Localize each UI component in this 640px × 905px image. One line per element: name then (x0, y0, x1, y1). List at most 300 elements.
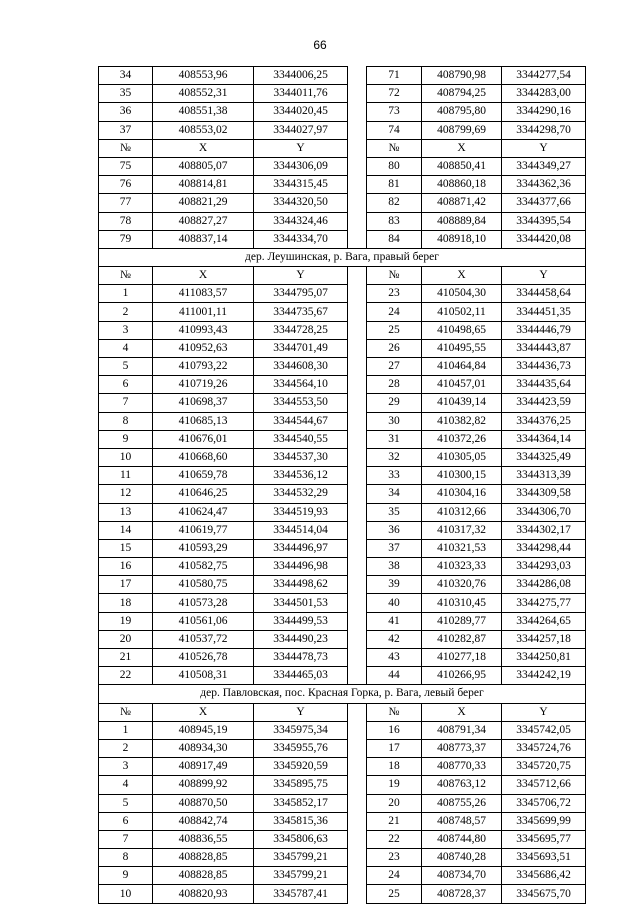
point-number: 75 (99, 157, 153, 175)
y-coordinate: 3345955,76 (254, 739, 348, 757)
table-row (99, 721, 586, 739)
y-coordinate: 3344423,59 (502, 394, 586, 412)
column-gap (348, 867, 367, 885)
column-header-y: Y (502, 267, 586, 285)
point-number: 4 (99, 776, 153, 794)
table-row (99, 558, 586, 576)
column-gap (348, 339, 367, 357)
x-coordinate: 410439,14 (422, 394, 502, 412)
point-number: 21 (99, 649, 153, 667)
y-coordinate: 3344544,67 (254, 412, 348, 430)
y-coordinate: 3345742,05 (502, 721, 586, 739)
column-header-num: № (99, 139, 153, 157)
column-header-x: X (153, 703, 254, 721)
point-number: 16 (99, 558, 153, 576)
y-coordinate: 3344315,45 (254, 176, 348, 194)
point-number: 11 (99, 467, 153, 485)
x-coordinate: 408728,37 (422, 885, 502, 903)
table-row (99, 176, 586, 194)
y-coordinate: 3344540,55 (254, 430, 348, 448)
y-coordinate: 3344451,35 (502, 303, 586, 321)
column-header-num: № (367, 139, 422, 157)
x-coordinate: 408795,80 (422, 103, 502, 121)
y-coordinate: 3344324,46 (254, 212, 348, 230)
x-coordinate: 410668,60 (153, 448, 254, 466)
table-row (99, 776, 586, 794)
point-number: 72 (367, 85, 422, 103)
x-coordinate: 410321,53 (422, 539, 502, 557)
point-number: 37 (99, 121, 153, 139)
y-coordinate: 3345787,41 (254, 885, 348, 903)
x-coordinate: 410993,43 (153, 321, 254, 339)
x-coordinate: 408889,84 (422, 212, 502, 230)
x-coordinate: 408773,37 (422, 739, 502, 757)
y-coordinate: 3344498,62 (254, 576, 348, 594)
y-coordinate: 3344011,76 (254, 85, 348, 103)
table-row (99, 539, 586, 557)
column-gap (348, 121, 367, 139)
x-coordinate: 410573,28 (153, 594, 254, 612)
table-row (99, 376, 586, 394)
point-number: 26 (367, 339, 422, 357)
table-row (99, 412, 586, 430)
y-coordinate: 3345724,76 (502, 739, 586, 757)
y-coordinate: 3344465,03 (254, 667, 348, 685)
column-header-y: Y (502, 703, 586, 721)
x-coordinate: 410685,13 (153, 412, 254, 430)
y-coordinate: 3344536,12 (254, 467, 348, 485)
column-header-num: № (99, 703, 153, 721)
y-coordinate: 3344728,25 (254, 321, 348, 339)
x-coordinate: 410676,01 (153, 430, 254, 448)
column-gap (348, 776, 367, 794)
point-number: 84 (367, 230, 422, 248)
x-coordinate: 410537,72 (153, 630, 254, 648)
point-number: 27 (367, 358, 422, 376)
table-row (99, 485, 586, 503)
point-number: 13 (99, 503, 153, 521)
column-header-row (99, 267, 586, 285)
x-coordinate: 408790,98 (422, 67, 502, 85)
y-coordinate: 3345693,51 (502, 849, 586, 867)
point-number: 43 (367, 649, 422, 667)
table-row (99, 103, 586, 121)
column-gap (348, 267, 367, 285)
y-coordinate: 3344320,50 (254, 194, 348, 212)
column-gap (348, 230, 367, 248)
table-row (99, 576, 586, 594)
y-coordinate: 3344349,27 (502, 157, 586, 175)
x-coordinate: 408553,02 (153, 121, 254, 139)
point-number: 29 (367, 394, 422, 412)
x-coordinate: 410304,16 (422, 485, 502, 503)
point-number: 22 (99, 667, 153, 685)
point-number: 34 (99, 67, 153, 85)
column-header-num: № (367, 703, 422, 721)
y-coordinate: 3345675,70 (502, 885, 586, 903)
y-coordinate: 3344532,29 (254, 485, 348, 503)
column-gap (348, 394, 367, 412)
coordinates-table (98, 66, 586, 904)
point-number: 79 (99, 230, 153, 248)
x-coordinate: 408820,93 (153, 885, 254, 903)
table-row (99, 849, 586, 867)
x-coordinate: 410952,63 (153, 339, 254, 357)
x-coordinate: 408794,25 (422, 85, 502, 103)
x-coordinate: 408827,27 (153, 212, 254, 230)
x-coordinate: 410300,15 (422, 467, 502, 485)
y-coordinate: 3344608,30 (254, 358, 348, 376)
point-number: 34 (367, 485, 422, 503)
table-row (99, 667, 586, 685)
point-number: 24 (367, 867, 422, 885)
y-coordinate: 3344027,97 (254, 121, 348, 139)
x-coordinate: 408836,55 (153, 830, 254, 848)
point-number: 14 (99, 521, 153, 539)
table-row (99, 521, 586, 539)
y-coordinate: 3344277,54 (502, 67, 586, 85)
point-number: 20 (99, 630, 153, 648)
y-coordinate: 3344376,25 (502, 412, 586, 430)
point-number: 17 (367, 739, 422, 757)
x-coordinate: 408755,26 (422, 794, 502, 812)
point-number: 37 (367, 539, 422, 557)
y-coordinate: 3344435,64 (502, 376, 586, 394)
point-number: 35 (99, 85, 153, 103)
x-coordinate: 410320,76 (422, 576, 502, 594)
y-coordinate: 3344436,73 (502, 358, 586, 376)
point-number: 36 (99, 103, 153, 121)
y-coordinate: 3344377,66 (502, 194, 586, 212)
point-number: 74 (367, 121, 422, 139)
x-coordinate: 410277,18 (422, 649, 502, 667)
column-header-x: X (422, 139, 502, 157)
x-coordinate: 408934,30 (153, 739, 254, 757)
x-coordinate: 410624,47 (153, 503, 254, 521)
x-coordinate: 411083,57 (153, 285, 254, 303)
column-gap (348, 157, 367, 175)
column-header-y: Y (254, 139, 348, 157)
point-number: 16 (367, 721, 422, 739)
x-coordinate: 408899,92 (153, 776, 254, 794)
table-row (99, 303, 586, 321)
point-number: 8 (99, 412, 153, 430)
column-gap (348, 594, 367, 612)
y-coordinate: 3344490,23 (254, 630, 348, 648)
column-gap (348, 176, 367, 194)
column-header-num: № (99, 267, 153, 285)
column-header-x: X (153, 139, 254, 157)
y-coordinate: 3345799,21 (254, 867, 348, 885)
y-coordinate: 3344334,70 (254, 230, 348, 248)
x-coordinate: 408791,34 (422, 721, 502, 739)
column-gap (348, 412, 367, 430)
y-coordinate: 3344325,49 (502, 448, 586, 466)
point-number: 4 (99, 339, 153, 357)
point-number: 38 (367, 558, 422, 576)
y-coordinate: 3344257,18 (502, 630, 586, 648)
x-coordinate: 408828,85 (153, 849, 254, 867)
y-coordinate: 3344242,19 (502, 667, 586, 685)
table-row (99, 612, 586, 630)
x-coordinate: 408917,49 (153, 758, 254, 776)
y-coordinate: 3344496,97 (254, 539, 348, 557)
y-coordinate: 3345799,21 (254, 849, 348, 867)
x-coordinate: 408734,70 (422, 867, 502, 885)
point-number: 10 (99, 448, 153, 466)
point-number: 83 (367, 212, 422, 230)
y-coordinate: 3345712,66 (502, 776, 586, 794)
x-coordinate: 411001,11 (153, 303, 254, 321)
column-gap (348, 794, 367, 812)
column-gap (348, 721, 367, 739)
column-gap (348, 67, 367, 85)
x-coordinate: 410526,78 (153, 649, 254, 667)
point-number: 77 (99, 194, 153, 212)
table-row (99, 339, 586, 357)
y-coordinate: 3344446,79 (502, 321, 586, 339)
column-gap (348, 830, 367, 848)
table-row (99, 594, 586, 612)
y-coordinate: 3345806,63 (254, 830, 348, 848)
column-gap (348, 885, 367, 903)
point-number: 12 (99, 485, 153, 503)
point-number: 18 (99, 594, 153, 612)
table-row (99, 649, 586, 667)
x-coordinate: 410457,01 (422, 376, 502, 394)
column-gap (348, 103, 367, 121)
x-coordinate: 410698,37 (153, 394, 254, 412)
x-coordinate: 408850,41 (422, 157, 502, 175)
point-number: 28 (367, 376, 422, 394)
y-coordinate: 3344478,73 (254, 649, 348, 667)
y-coordinate: 3344306,70 (502, 503, 586, 521)
section-title-row (99, 248, 586, 266)
point-number: 25 (367, 885, 422, 903)
y-coordinate: 3345686,42 (502, 867, 586, 885)
point-number: 35 (367, 503, 422, 521)
x-coordinate: 410382,82 (422, 412, 502, 430)
y-coordinate: 3344293,03 (502, 558, 586, 576)
x-coordinate: 408860,18 (422, 176, 502, 194)
column-gap (348, 303, 367, 321)
point-number: 71 (367, 67, 422, 85)
y-coordinate: 3345852,17 (254, 794, 348, 812)
point-number: 32 (367, 448, 422, 466)
column-gap (348, 358, 367, 376)
x-coordinate: 408763,12 (422, 776, 502, 794)
x-coordinate: 410289,77 (422, 612, 502, 630)
section-title-row (99, 685, 586, 703)
y-coordinate: 3344313,39 (502, 467, 586, 485)
y-coordinate: 3344458,64 (502, 285, 586, 303)
point-number: 39 (367, 576, 422, 594)
y-coordinate: 3344514,04 (254, 521, 348, 539)
point-number: 6 (99, 376, 153, 394)
x-coordinate: 408828,85 (153, 867, 254, 885)
x-coordinate: 410580,75 (153, 576, 254, 594)
x-coordinate: 410495,55 (422, 339, 502, 357)
point-number: 73 (367, 103, 422, 121)
table-row (99, 448, 586, 466)
point-number: 2 (99, 739, 153, 757)
x-coordinate: 410305,05 (422, 448, 502, 466)
x-coordinate: 410646,25 (153, 485, 254, 503)
column-gap (348, 576, 367, 594)
y-coordinate: 3344302,17 (502, 521, 586, 539)
coordinates-table-body (99, 67, 586, 904)
y-coordinate: 3344443,87 (502, 339, 586, 357)
x-coordinate: 410310,45 (422, 594, 502, 612)
page-number: 66 (313, 38, 327, 52)
point-number: 81 (367, 176, 422, 194)
column-gap (348, 503, 367, 521)
column-gap (348, 521, 367, 539)
x-coordinate: 408918,10 (422, 230, 502, 248)
x-coordinate: 410561,06 (153, 612, 254, 630)
table-row (99, 121, 586, 139)
x-coordinate: 408805,07 (153, 157, 254, 175)
table-row (99, 321, 586, 339)
x-coordinate: 410508,31 (153, 667, 254, 685)
x-coordinate: 408842,74 (153, 812, 254, 830)
column-gap (348, 139, 367, 157)
x-coordinate: 408870,50 (153, 794, 254, 812)
column-header-y: Y (254, 267, 348, 285)
point-number: 42 (367, 630, 422, 648)
y-coordinate: 3345706,72 (502, 794, 586, 812)
x-coordinate: 410593,29 (153, 539, 254, 557)
point-number: 2 (99, 303, 153, 321)
column-gap (348, 758, 367, 776)
table-row (99, 394, 586, 412)
y-coordinate: 3345975,34 (254, 721, 348, 739)
table-row (99, 85, 586, 103)
table-row (99, 358, 586, 376)
point-number: 18 (367, 758, 422, 776)
point-number: 8 (99, 849, 153, 867)
x-coordinate: 408552,31 (153, 85, 254, 103)
y-coordinate: 3344298,44 (502, 539, 586, 557)
point-number: 19 (367, 776, 422, 794)
table-row (99, 830, 586, 848)
table-row (99, 467, 586, 485)
point-number: 23 (367, 849, 422, 867)
column-header-row (99, 703, 586, 721)
y-coordinate: 3344519,93 (254, 503, 348, 521)
table-row (99, 867, 586, 885)
table-row (99, 758, 586, 776)
table-row (99, 285, 586, 303)
point-number: 76 (99, 176, 153, 194)
y-coordinate: 3344795,07 (254, 285, 348, 303)
y-coordinate: 3345699,99 (502, 812, 586, 830)
y-coordinate: 3344501,53 (254, 594, 348, 612)
x-coordinate: 410498,65 (422, 321, 502, 339)
y-coordinate: 3344264,65 (502, 612, 586, 630)
point-number: 7 (99, 394, 153, 412)
x-coordinate: 410323,33 (422, 558, 502, 576)
y-coordinate: 3344020,45 (254, 103, 348, 121)
column-gap (348, 703, 367, 721)
column-gap (348, 430, 367, 448)
y-coordinate: 3344420,08 (502, 230, 586, 248)
x-coordinate: 410719,26 (153, 376, 254, 394)
column-header-x: X (422, 267, 502, 285)
point-number: 5 (99, 358, 153, 376)
y-coordinate: 3344499,53 (254, 612, 348, 630)
table-row (99, 430, 586, 448)
point-number: 30 (367, 412, 422, 430)
point-number: 82 (367, 194, 422, 212)
point-number: 36 (367, 521, 422, 539)
y-coordinate: 3344298,70 (502, 121, 586, 139)
x-coordinate: 410793,22 (153, 358, 254, 376)
point-number: 17 (99, 576, 153, 594)
column-header-x: X (153, 267, 254, 285)
x-coordinate: 408814,81 (153, 176, 254, 194)
x-coordinate: 410464,84 (422, 358, 502, 376)
y-coordinate: 3345695,77 (502, 830, 586, 848)
y-coordinate: 3345720,75 (502, 758, 586, 776)
column-gap (348, 376, 367, 394)
point-number: 19 (99, 612, 153, 630)
section-title: дер. Леушинская, р. Вага, правый берег (99, 248, 586, 266)
y-coordinate: 3344735,67 (254, 303, 348, 321)
column-gap (348, 539, 367, 557)
x-coordinate: 408821,29 (153, 194, 254, 212)
table-row (99, 885, 586, 903)
table-row (99, 212, 586, 230)
x-coordinate: 408744,80 (422, 830, 502, 848)
point-number: 1 (99, 721, 153, 739)
y-coordinate: 3344395,54 (502, 212, 586, 230)
table-row (99, 67, 586, 85)
point-number: 10 (99, 885, 153, 903)
y-coordinate: 3344496,98 (254, 558, 348, 576)
point-number: 22 (367, 830, 422, 848)
x-coordinate: 408553,96 (153, 67, 254, 85)
point-number: 31 (367, 430, 422, 448)
point-number: 44 (367, 667, 422, 685)
x-coordinate: 408770,33 (422, 758, 502, 776)
x-coordinate: 410312,66 (422, 503, 502, 521)
y-coordinate: 3344006,25 (254, 67, 348, 85)
column-gap (348, 321, 367, 339)
x-coordinate: 410582,75 (153, 558, 254, 576)
point-number: 78 (99, 212, 153, 230)
y-coordinate: 3344275,77 (502, 594, 586, 612)
y-coordinate: 3344309,58 (502, 485, 586, 503)
column-header-row (99, 139, 586, 157)
point-number: 80 (367, 157, 422, 175)
column-header-y: Y (502, 139, 586, 157)
point-number: 24 (367, 303, 422, 321)
x-coordinate: 410619,77 (153, 521, 254, 539)
point-number: 20 (367, 794, 422, 812)
column-gap (348, 212, 367, 230)
point-number: 40 (367, 594, 422, 612)
x-coordinate: 410502,11 (422, 303, 502, 321)
point-number: 23 (367, 285, 422, 303)
column-gap (348, 448, 367, 466)
column-gap (348, 285, 367, 303)
y-coordinate: 3344553,50 (254, 394, 348, 412)
column-header-y: Y (254, 703, 348, 721)
column-header-num: № (367, 267, 422, 285)
point-number: 33 (367, 467, 422, 485)
y-coordinate: 3344364,14 (502, 430, 586, 448)
